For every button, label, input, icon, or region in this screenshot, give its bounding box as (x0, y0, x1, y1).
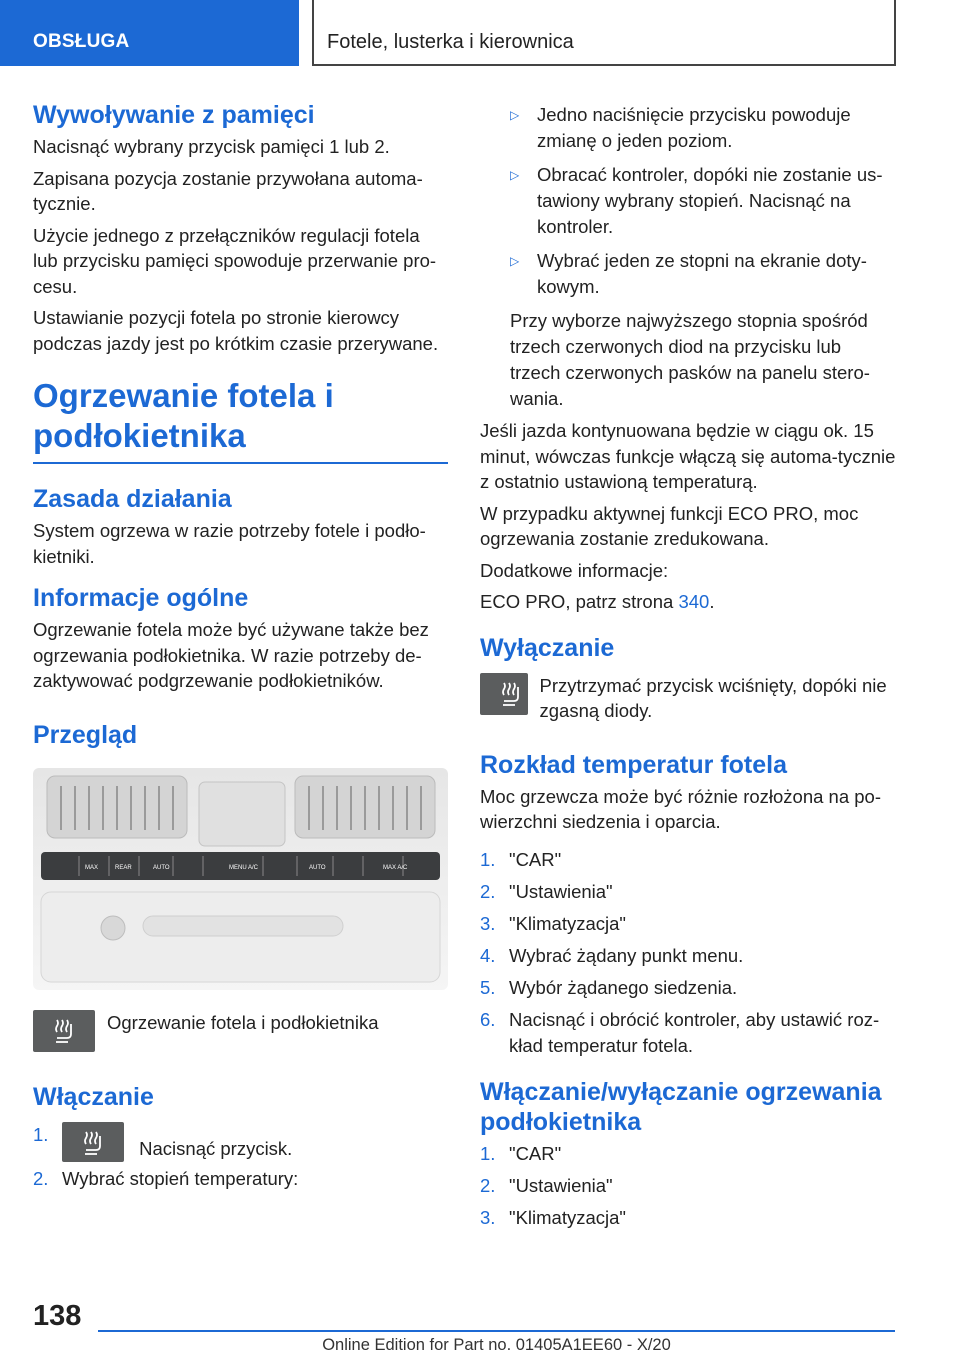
photo-label-6: MAX A/C (383, 864, 408, 871)
step-number: 1. (480, 1142, 496, 1164)
memory-heading: Wywoływanie z pamięci (33, 101, 315, 129)
memory-paragraph-2: Zapisana pozycja zostanie przywołana automa-tycznie. (33, 167, 423, 214)
principle-text: System ogrzewa w razie potrzeby fotele i podło-kietniki. (33, 520, 426, 567)
bullet-text: Obracać kontroler, dopóki nie zostanie us-tawiony wybrany stopień. Nacisnąć na kontroler. (537, 164, 883, 237)
overview-heading: Przegląd (33, 720, 138, 749)
step-text: Nacisnąć i obrócić kontroler, aby ustawić roz-kład temperatur fotela. (509, 1008, 880, 1056)
main-heading: Ogrzewanie fotela i podłokietnika (33, 377, 334, 454)
distribution-step (480, 847, 896, 873)
step-number: 3. (480, 912, 496, 934)
distribution-step (480, 1007, 896, 1059)
photo-label-3: AUTO (153, 864, 170, 871)
page-reference-link[interactable]: 340 (678, 591, 710, 612)
seat-heating-icon (480, 673, 528, 715)
armrest-step (480, 1205, 896, 1231)
page-header (0, 0, 960, 66)
step-number: 3. (480, 1206, 496, 1228)
switch-on-step-2 (33, 1166, 448, 1192)
step-number: 1. (33, 1123, 49, 1145)
triangle-bullet-icon: ▷ (510, 108, 520, 122)
step-number: 6. (480, 1008, 496, 1030)
page-number: 138 (33, 1300, 82, 1332)
distribution-step (480, 975, 896, 1001)
step-number: 2. (480, 880, 496, 902)
switch-off-row (480, 673, 896, 724)
overview-caption: Ogrzewanie fotela i podłokietnika (107, 1011, 379, 1033)
distribution-heading: Rozkład temperatur fotela (480, 750, 788, 779)
reference-paragraph (480, 589, 896, 615)
armrest-heading: Włączanie/wyłączanie ogrzewania podłokietnika (480, 1077, 882, 1136)
continue-paragraph: Jeśli jazda kontynuowana będzie w ciągu ok. 15 minut, wówczas funkcje włączą się automa-tycznie z ostatnio ustawioną temperaturą. (480, 420, 896, 492)
climate-panel-photo (33, 768, 448, 990)
step-number: 2. (480, 1174, 496, 1196)
step-text: Wybrać żądany punkt menu. (509, 944, 744, 966)
seat-heating-icon (62, 1122, 124, 1162)
step-number: 4. (480, 944, 496, 966)
switch-on-step-1 (33, 1122, 448, 1162)
chapter-title: Fotele, lusterka i kierownica (312, 0, 896, 66)
bullet-note: Przy wyborze najwyższego stopnia spośród trzech czerwonych diod na przycisku lub trzech czerwonych pasków na panelu stero-wania. (510, 310, 870, 409)
reference-text: ECO PRO, patrz strona (480, 591, 679, 612)
footer-rule (98, 1330, 895, 1332)
photo-label-5: AUTO (309, 864, 326, 871)
bullet-item (480, 162, 896, 240)
step-text: "Klimatyzacja" (509, 1206, 626, 1228)
bullet-text: Jedno naciśnięcie przycisku powoduje zmianę o jeden poziom. (537, 104, 851, 151)
switch-on-heading: Włączanie (33, 1082, 154, 1111)
triangle-bullet-icon: ▷ (510, 168, 520, 182)
bullet-text: Wybrać jeden ze stopni na ekranie doty-kowym. (537, 250, 867, 297)
step-number: 1. (480, 848, 496, 870)
switch-off-text: Przytrzymać przycisk wciśnięty, dopóki nie zgasną diody. (539, 674, 887, 721)
memory-paragraph-1: Nacisnąć wybrany przycisk pamięci 1 lub 2. (33, 136, 390, 157)
armrest-step (480, 1141, 896, 1167)
distribution-step (480, 911, 896, 937)
step-text: "Ustawienia" (509, 880, 613, 902)
general-heading: Informacje ogólne (33, 584, 249, 612)
step-text: "Klimatyzacja" (509, 912, 626, 934)
step-text: Wybór żądanego siedzenia. (509, 976, 738, 998)
seat-heating-icon (33, 1010, 95, 1052)
section-tab: OBSŁUGA (0, 0, 299, 66)
step-text: "CAR" (509, 1142, 562, 1164)
memory-paragraph-3: Użycie jednego z przełączników regulacji fotela lub przycisku pamięci spowoduje przerwanie pro-cesu. (33, 224, 437, 297)
distribution-step (480, 943, 896, 969)
distribution-text: Moc grzewcza może być różnie rozłożona na po-wierzchni siedzenia i oparcia. (480, 785, 882, 832)
step-text: Nacisnąć przycisk. (139, 1137, 293, 1159)
bullet-item (480, 102, 896, 154)
step-number: 5. (480, 976, 496, 998)
principle-heading: Zasada działania (33, 485, 232, 513)
memory-paragraph-4: Ustawianie pozycji fotela po stronie kierowcy podczas jazdy jest po krótkim czasie przerywane. (33, 307, 439, 354)
step-text: "CAR" (509, 848, 562, 870)
left-column (33, 100, 448, 1198)
climate-panel-illustration (33, 768, 448, 990)
photo-label-1: MAX (85, 864, 99, 871)
switch-off-heading: Wyłączanie (480, 633, 615, 662)
right-column (480, 102, 896, 1237)
photo-label-2: REAR (115, 864, 132, 871)
photo-label-4: MENU A/C (229, 864, 259, 871)
step-text: Wybrać stopień temperatury: (62, 1167, 299, 1189)
overview-caption-row (33, 1010, 448, 1052)
step-number: 2. (33, 1167, 49, 1189)
step-text: "Ustawienia" (509, 1174, 613, 1196)
bullet-item (480, 248, 896, 300)
reference-end: . (709, 591, 715, 612)
more-info-paragraph: Dodatkowe informacje: (480, 559, 669, 581)
eco-paragraph: W przypadku aktywnej funkcji ECO PRO, moc ogrzewania zostanie zredukowana. (480, 502, 859, 549)
distribution-step (480, 879, 896, 905)
general-text: Ogrzewanie fotela może być używane także bez ogrzewania podłokietnika. W razie potrzeby de-zaktywować podgrzewanie podłokietników. (33, 619, 429, 691)
triangle-bullet-icon: ▷ (510, 254, 520, 268)
edition-info: Online Edition for Part no. 01405A1EE60 - X/20 (322, 1336, 671, 1354)
heading-rule (33, 462, 448, 464)
armrest-step (480, 1173, 896, 1199)
